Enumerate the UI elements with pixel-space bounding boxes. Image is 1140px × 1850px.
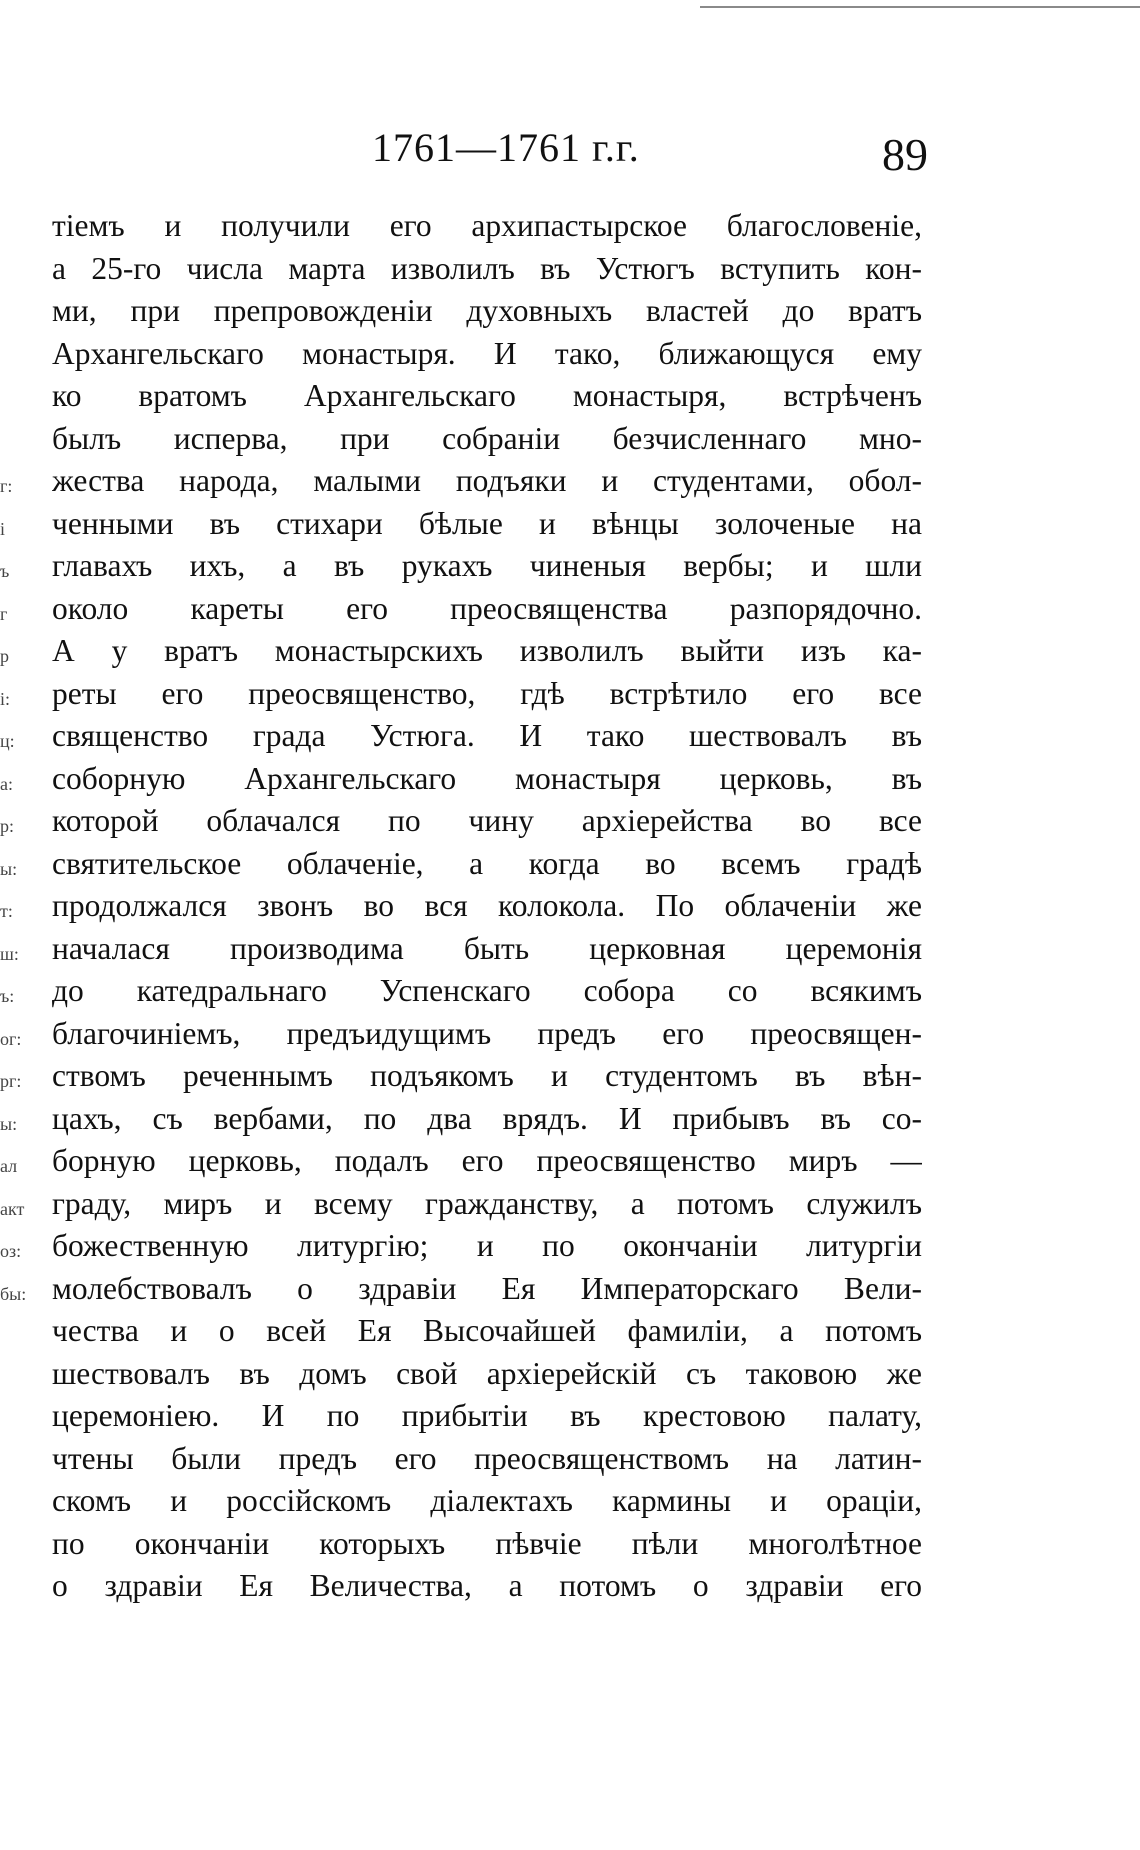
margin-fragment: ы: (0, 1113, 18, 1134)
text-line: а 25-го числа марта изволилъ въ Устюгъ вступить кон- (52, 250, 922, 286)
margin-fragment: ъ: (0, 986, 15, 1006)
text-line: А у вратъ монастырскихъ изволилъ выйти изъ ка- (52, 633, 922, 668)
text-line: святительское облаченіе, а когда во всемъ градѣ (52, 845, 922, 881)
text-line: божественную литургію; и по окончаніи литургіи (52, 1228, 922, 1263)
running-header: 1761—1761 г.г. (372, 125, 640, 170)
text-line: тіемъ и получили его архипастырское благословеніе, (52, 208, 922, 243)
margin-fragment: р (0, 646, 9, 666)
text-line: борную церковь, подалъ его преосвященство миръ — (52, 1143, 922, 1178)
margin-fragment: г: (0, 476, 13, 496)
text-line: цахъ, съ вербами, по два врядъ. И прибывъ въ со- (52, 1100, 922, 1136)
text-line: молебствовалъ о здравіи Ея Императорскаго Вели- (52, 1270, 922, 1306)
margin-fragment: р: (0, 816, 15, 836)
page-number: 89 (882, 129, 928, 180)
text-line: благочиніемъ, предъидущимъ предъ его преосвящен- (52, 1015, 922, 1051)
text-line: реты его преосвященство, гдѣ встрѣтило его все (52, 675, 922, 711)
text-line: чтены были предъ его преосвященствомъ на латин- (52, 1440, 922, 1476)
text-line: церемоніею. И по прибытіи въ крестовою палату, (52, 1398, 922, 1433)
margin-fragment: рг: (0, 1071, 22, 1091)
text-line: священство града Устюга. И тако шествовалъ въ (52, 718, 922, 753)
text-line: до катедральнаго Успенскаго собора со всякимъ (52, 973, 922, 1008)
margin-fragment: ог: (0, 1028, 22, 1049)
text-line: ченными въ стихари бѣлые и вѣнцы золоченые на (52, 505, 922, 541)
margin-fragment: ц: (0, 731, 15, 751)
text-line: ствомъ реченнымъ подъякомъ и студентомъ въ вѣн- (52, 1058, 922, 1093)
text-line: жества народа, малыми подъяки и студентами, обол- (52, 463, 922, 498)
margin-fragment: ъ (0, 561, 10, 581)
body-text (52, 205, 922, 1608)
margin-fragment: акт (0, 1198, 25, 1219)
text-line: главахъ ихъ, а въ рукахъ чиненыя вербы; и шли (52, 548, 922, 583)
text-line: ко вратомъ Архангельскаго монастыря, встрѣченъ (52, 378, 922, 413)
text-line: по окончаніи которыхъ пѣвчіе пѣли многолѣтное (52, 1525, 922, 1561)
margin-fragment: г (0, 603, 8, 624)
text-line: шествовалъ въ домъ свой архіерейскій съ таковою же (52, 1355, 922, 1391)
text-line: соборную Архангельскаго монастыря церковь, въ (52, 760, 922, 796)
text-line: продолжался звонъ во вся колокола. По облаченіи же (52, 888, 922, 923)
text-line: чества и о всей Ея Высочайшей фамиліи, а потомъ (52, 1313, 922, 1348)
text-line: былъ исперва, при собраніи безчисленнаго мно- (52, 420, 922, 456)
text-line: которой облачался по чину архіерейства во все (52, 803, 922, 838)
margin-fragment: ал (0, 1156, 18, 1176)
margin-fragment: і (0, 518, 6, 539)
text-line: граду, миръ и всему гражданству, а потомъ служилъ (52, 1185, 922, 1221)
margin-fragment: а: (0, 773, 13, 794)
text-line: скомъ и россійскомъ діалектахъ кармины и ораціи, (52, 1483, 922, 1518)
margin-fragment: ш: (0, 943, 19, 964)
top-edge-rule (700, 6, 1140, 8)
left-margin-bleed-through (0, 465, 36, 1315)
margin-fragment: і: (0, 688, 11, 709)
text-line: Архангельскаго монастыря. И тако, ближающуся ему (52, 335, 922, 371)
margin-fragment: т: (0, 901, 13, 921)
text-line: около кареты его преосвященства разпорядочно. (52, 590, 922, 626)
margin-fragment: оз: (0, 1241, 22, 1261)
text-line: началася производима быть церковная церемонія (52, 930, 922, 966)
text-line: ми, при препровожденіи духовныхъ властей до вратъ (52, 293, 922, 328)
margin-fragment: бы: (0, 1283, 27, 1304)
text-line: о здравіи Ея Величества, а потомъ о здравіи его (52, 1568, 922, 1603)
margin-fragment: ы: (0, 858, 18, 879)
